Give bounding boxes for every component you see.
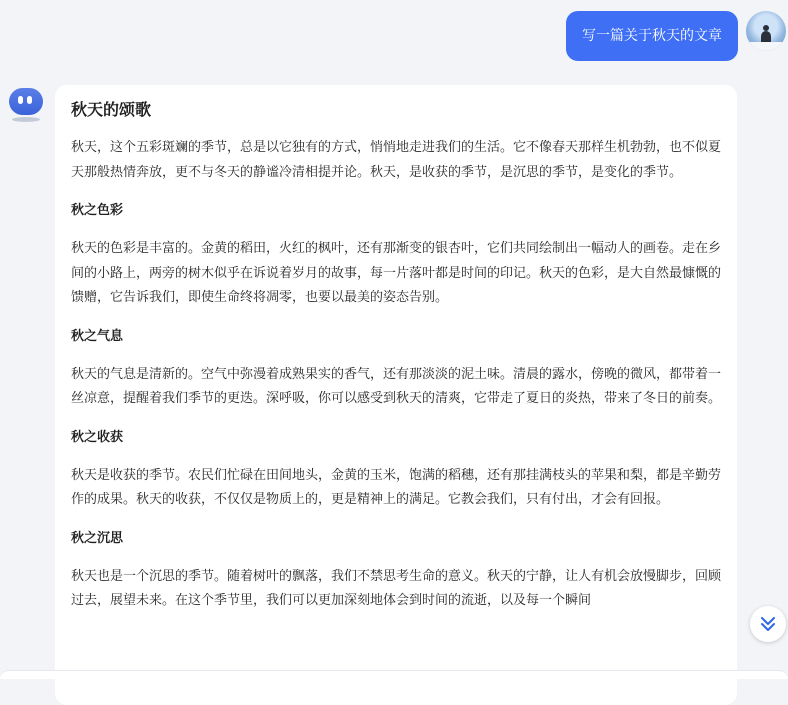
section-text: 秋天是收获的季节。农民们忙碌在田间地头，金黄的玉米，饱满的稻穗，还有那挂满枝头的苹果和梨，都是辛勤劳作的成果。秋天的收获，不仅仅是物质上的，更是精神上的满足。它教会我们，只有付出，才会有回报。 xyxy=(71,467,722,507)
user-message-bubble: 写一篇关于秋天的文章 xyxy=(566,11,738,61)
user-message-row xyxy=(0,11,788,63)
section-text: 秋天的色彩是丰富的。金黄的稻田，火红的枫叶，还有那渐变的银杏叶，它们共同绘制出一幅动人的画卷。走在乡间的小路上，两旁的树木似乎在诉说着岁月的故事，每一片落叶都是时间的印记。秋天的色彩，是大自然最慷慨的馈赠，它告诉我们，即使生命终将凋零，也要以最美的姿态告别。 xyxy=(71,241,722,305)
scroll-to-bottom-button[interactable] xyxy=(750,606,786,642)
article-intro: 秋天，这个五彩斑斓的季节，总是以它独有的方式，悄悄地走进我们的生活。它不像春天那样生机勃勃，也不似夏天那般热情奔放，更不与冬天的静谧冷清相提并论。秋天，是收获的季节，是沉思的季节，是变化的季节。 xyxy=(71,140,722,180)
article-sections xyxy=(71,200,721,614)
section-title: 秋之气息 xyxy=(71,328,124,344)
section-title: 秋之色彩 xyxy=(71,203,124,218)
avatar-ground xyxy=(746,42,786,51)
article-title: 秋天的颂歌 xyxy=(71,100,152,119)
section-title: 秋之沉思 xyxy=(71,530,124,546)
section-title: 秋之收获 xyxy=(71,429,124,445)
bot-avatar-icon xyxy=(8,86,44,122)
bot-avatar-right-eye xyxy=(27,96,32,104)
double-chevron-down-icon xyxy=(759,615,777,633)
user-avatar[interactable] xyxy=(746,11,786,51)
section-text: 秋天也是一个沉思的季节。随着树叶的飘落，我们不禁思考生命的意义。秋天的宁静，让人有机会放慢脚步，回顾过去，展望未来。在这个季节里，我们可以更加深刻地体会到时间的流逝，以及每一个瞬间 xyxy=(71,568,722,608)
bot-avatar-left-eye xyxy=(18,96,23,104)
bot-avatar-shadow xyxy=(12,117,40,122)
section-text: 秋天的气息是清新的。空气中弥漫着成熟果实的香气，还有那淡淡的泥土味。清晨的露水，傍晚的微风，都带着一丝凉意，提醒着我们季节的更迭。深呼吸，你可以感受到秋天的清爽，它带走了夏日的炎热，带来了冬日的前奏。 xyxy=(71,366,722,406)
assistant-response-card xyxy=(55,85,737,705)
bot-avatar-head xyxy=(9,88,43,115)
